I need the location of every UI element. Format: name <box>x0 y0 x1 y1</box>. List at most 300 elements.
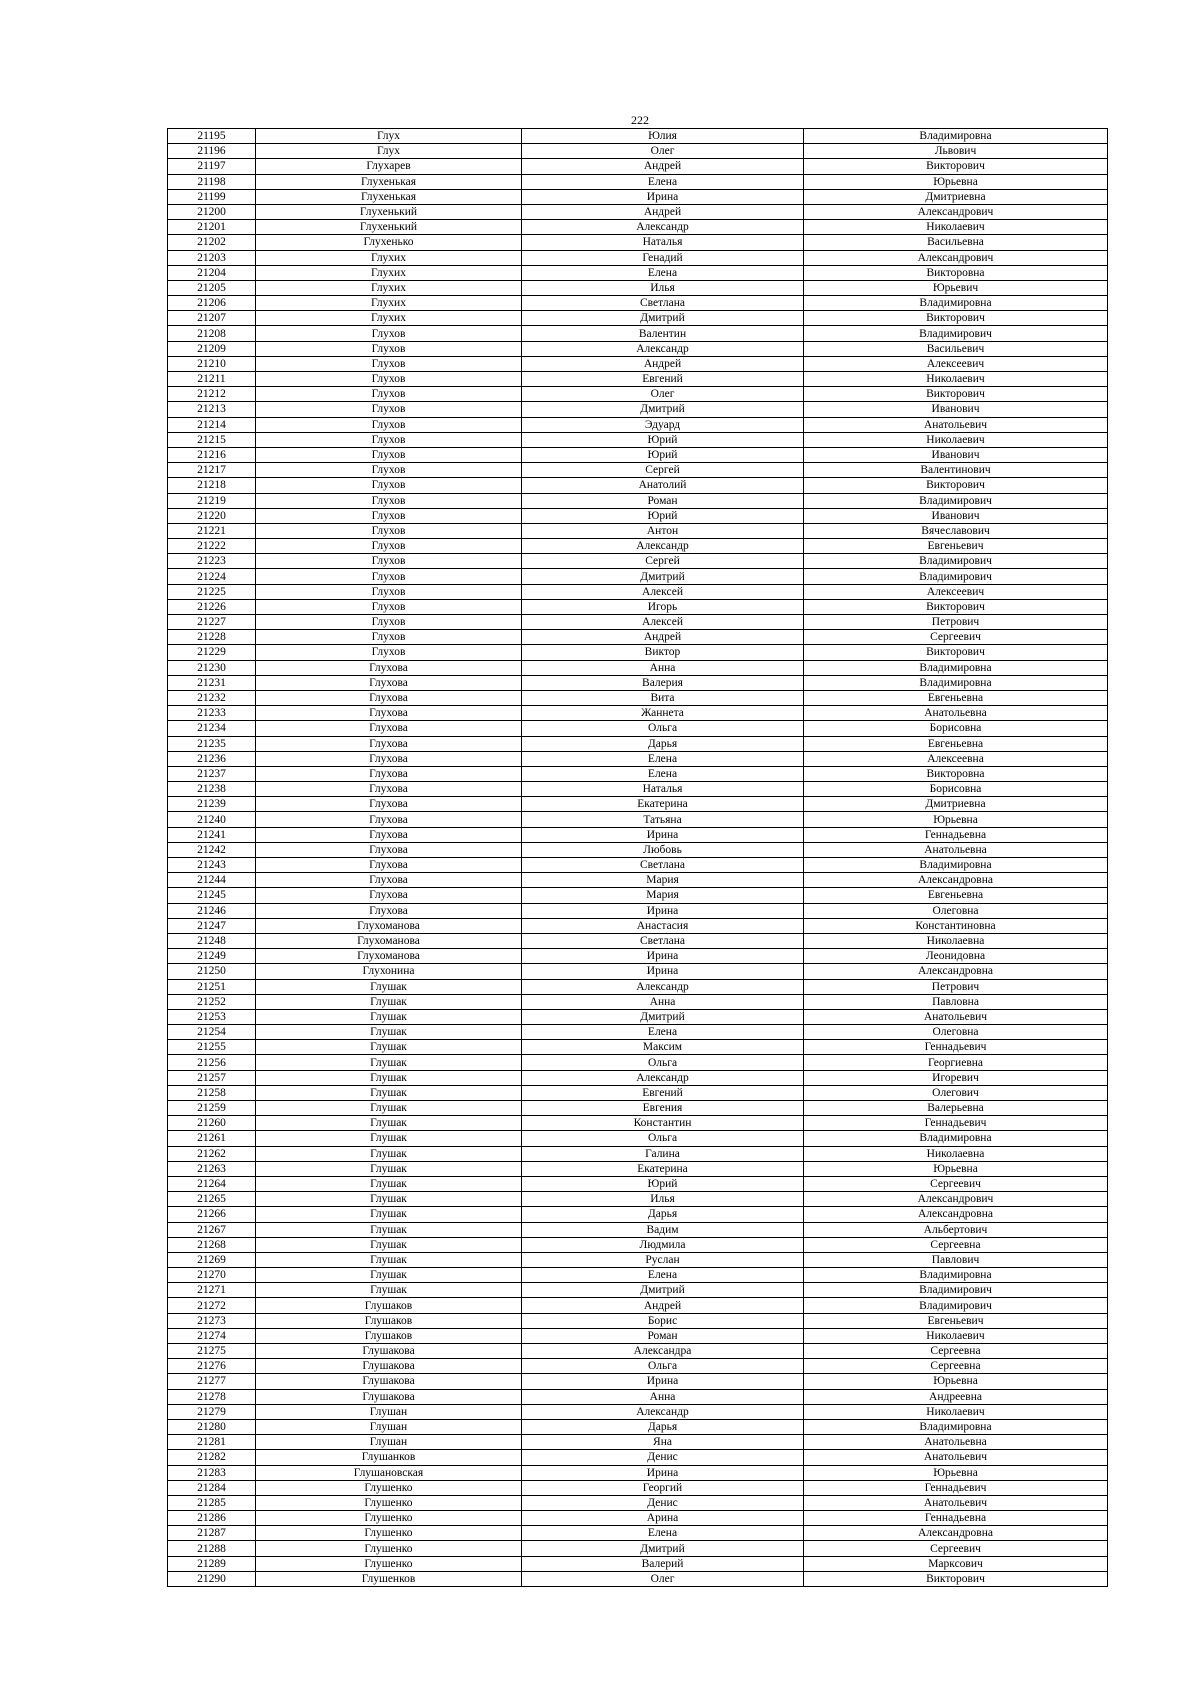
patronymic-cell: Владимирович <box>804 554 1108 569</box>
table-row <box>168 144 1108 159</box>
surname-cell: Глухова <box>256 721 522 736</box>
patronymic-cell: Васильевич <box>804 341 1108 356</box>
surname-cell: Глухов <box>256 387 522 402</box>
first-name-cell: Дмитрий <box>522 569 804 584</box>
table-row <box>168 1222 1108 1237</box>
surname-cell: Глухов <box>256 554 522 569</box>
record-number-cell: 21243 <box>168 858 256 873</box>
patronymic-cell: Андреевна <box>804 1389 1108 1404</box>
record-number-cell: 21287 <box>168 1526 256 1541</box>
first-name-cell: Светлана <box>522 296 804 311</box>
table-row <box>168 554 1108 569</box>
patronymic-cell: Геннадьевич <box>804 1040 1108 1055</box>
patronymic-cell: Сергеевич <box>804 1176 1108 1191</box>
record-number-cell: 21276 <box>168 1359 256 1374</box>
record-number-cell: 21215 <box>168 432 256 447</box>
surname-cell: Глухова <box>256 858 522 873</box>
surname-cell: Глушенков <box>256 1571 522 1586</box>
surname-cell: Глушан <box>256 1435 522 1450</box>
registry-table <box>167 128 1108 1587</box>
patronymic-cell: Евгеньевна <box>804 736 1108 751</box>
table-row <box>168 1541 1108 1556</box>
table-row <box>168 1374 1108 1389</box>
record-number-cell: 21263 <box>168 1161 256 1176</box>
patronymic-cell: Сергеевна <box>804 1359 1108 1374</box>
table-row <box>168 888 1108 903</box>
patronymic-cell: Анатольевич <box>804 417 1108 432</box>
first-name-cell: Валентин <box>522 326 804 341</box>
first-name-cell: Евгений <box>522 372 804 387</box>
table-row <box>168 508 1108 523</box>
surname-cell: Глухоманова <box>256 918 522 933</box>
surname-cell: Глушак <box>256 1237 522 1252</box>
table-row <box>168 1146 1108 1161</box>
surname-cell: Глушаков <box>256 1298 522 1313</box>
first-name-cell: Роман <box>522 1328 804 1343</box>
patronymic-cell: Сергеевна <box>804 1344 1108 1359</box>
first-name-cell: Илья <box>522 1192 804 1207</box>
record-number-cell: 21290 <box>168 1571 256 1586</box>
surname-cell: Глухов <box>256 630 522 645</box>
record-number-cell: 21253 <box>168 1009 256 1024</box>
table-row <box>168 615 1108 630</box>
record-number-cell: 21245 <box>168 888 256 903</box>
table-row <box>168 1359 1108 1374</box>
record-number-cell: 21268 <box>168 1237 256 1252</box>
table-row <box>168 751 1108 766</box>
table-row <box>168 1252 1108 1267</box>
patronymic-cell: Сергеевич <box>804 630 1108 645</box>
first-name-cell: Елена <box>522 174 804 189</box>
patronymic-cell: Павлович <box>804 1252 1108 1267</box>
table-row <box>168 341 1108 356</box>
table-row <box>168 964 1108 979</box>
patronymic-cell: Вячеславович <box>804 523 1108 538</box>
patronymic-cell: Владимирович <box>804 1283 1108 1298</box>
record-number-cell: 21235 <box>168 736 256 751</box>
record-number-cell: 21202 <box>168 235 256 250</box>
table-row <box>168 842 1108 857</box>
table-row <box>168 220 1108 235</box>
first-name-cell: Мария <box>522 873 804 888</box>
surname-cell: Глушак <box>256 1101 522 1116</box>
patronymic-cell: Владимировна <box>804 129 1108 144</box>
table-row <box>168 1116 1108 1131</box>
record-number-cell: 21280 <box>168 1419 256 1434</box>
record-number-cell: 21283 <box>168 1465 256 1480</box>
first-name-cell: Александра <box>522 1344 804 1359</box>
first-name-cell: Наталья <box>522 235 804 250</box>
first-name-cell: Анастасия <box>522 918 804 933</box>
surname-cell: Глушак <box>256 1040 522 1055</box>
surname-cell: Глушенко <box>256 1541 522 1556</box>
surname-cell: Глухоманова <box>256 933 522 948</box>
surname-cell: Глушак <box>256 1070 522 1085</box>
first-name-cell: Антон <box>522 523 804 538</box>
surname-cell: Глушак <box>256 1085 522 1100</box>
table-row <box>168 918 1108 933</box>
patronymic-cell: Алексеевич <box>804 584 1108 599</box>
first-name-cell: Мария <box>522 888 804 903</box>
record-number-cell: 21241 <box>168 827 256 842</box>
record-number-cell: 21237 <box>168 766 256 781</box>
table-row <box>168 1131 1108 1146</box>
record-number-cell: 21225 <box>168 584 256 599</box>
surname-cell: Глухов <box>256 569 522 584</box>
table-row <box>168 1009 1108 1024</box>
first-name-cell: Александр <box>522 220 804 235</box>
patronymic-cell: Марксович <box>804 1556 1108 1571</box>
first-name-cell: Олег <box>522 387 804 402</box>
first-name-cell: Екатерина <box>522 1161 804 1176</box>
patronymic-cell: Владимирович <box>804 493 1108 508</box>
patronymic-cell: Викторович <box>804 599 1108 614</box>
record-number-cell: 21204 <box>168 265 256 280</box>
surname-cell: Глушакова <box>256 1389 522 1404</box>
table-row <box>168 1085 1108 1100</box>
table-row <box>168 387 1108 402</box>
patronymic-cell: Сергеевна <box>804 1237 1108 1252</box>
surname-cell: Глухова <box>256 706 522 721</box>
first-name-cell: Анатолий <box>522 478 804 493</box>
first-name-cell: Жаннета <box>522 706 804 721</box>
first-name-cell: Константин <box>522 1116 804 1131</box>
record-number-cell: 21219 <box>168 493 256 508</box>
table-row <box>168 690 1108 705</box>
record-number-cell: 21273 <box>168 1313 256 1328</box>
surname-cell: Глухова <box>256 797 522 812</box>
first-name-cell: Ирина <box>522 903 804 918</box>
surname-cell: Глушак <box>256 1055 522 1070</box>
table-row <box>168 265 1108 280</box>
record-number-cell: 21272 <box>168 1298 256 1313</box>
patronymic-cell: Иванович <box>804 508 1108 523</box>
record-number-cell: 21220 <box>168 508 256 523</box>
surname-cell: Глушак <box>256 1025 522 1040</box>
table-row <box>168 1298 1108 1313</box>
patronymic-cell: Иванович <box>804 402 1108 417</box>
patronymic-cell: Александровна <box>804 873 1108 888</box>
first-name-cell: Валерий <box>522 1556 804 1571</box>
record-number-cell: 21233 <box>168 706 256 721</box>
surname-cell: Глушак <box>256 1161 522 1176</box>
table-row <box>168 1389 1108 1404</box>
record-number-cell: 21252 <box>168 994 256 1009</box>
first-name-cell: Юрий <box>522 432 804 447</box>
surname-cell: Глухова <box>256 782 522 797</box>
patronymic-cell: Сергеевич <box>804 1541 1108 1556</box>
table-row <box>168 1161 1108 1176</box>
first-name-cell: Дмитрий <box>522 311 804 326</box>
first-name-cell: Светлана <box>522 858 804 873</box>
record-number-cell: 21249 <box>168 949 256 964</box>
first-name-cell: Илья <box>522 280 804 295</box>
table-row <box>168 189 1108 204</box>
record-number-cell: 21278 <box>168 1389 256 1404</box>
record-number-cell: 21200 <box>168 204 256 219</box>
table-row <box>168 1025 1108 1040</box>
table-row <box>168 1511 1108 1526</box>
surname-cell: Глушенко <box>256 1556 522 1571</box>
table-row <box>168 706 1108 721</box>
patronymic-cell: Александрович <box>804 1192 1108 1207</box>
patronymic-cell: Петрович <box>804 979 1108 994</box>
first-name-cell: Ирина <box>522 964 804 979</box>
table-row <box>168 1495 1108 1510</box>
patronymic-cell: Евгеньевна <box>804 888 1108 903</box>
patronymic-cell: Альбертович <box>804 1222 1108 1237</box>
first-name-cell: Александр <box>522 1404 804 1419</box>
table-row <box>168 280 1108 295</box>
surname-cell: Глушак <box>256 1207 522 1222</box>
first-name-cell: Дмитрий <box>522 1541 804 1556</box>
record-number-cell: 21277 <box>168 1374 256 1389</box>
first-name-cell: Елена <box>522 766 804 781</box>
first-name-cell: Юрий <box>522 1176 804 1191</box>
patronymic-cell: Александрович <box>804 250 1108 265</box>
first-name-cell: Дарья <box>522 1207 804 1222</box>
table-row <box>168 736 1108 751</box>
first-name-cell: Ирина <box>522 189 804 204</box>
first-name-cell: Александр <box>522 539 804 554</box>
record-number-cell: 21271 <box>168 1283 256 1298</box>
first-name-cell: Ирина <box>522 1374 804 1389</box>
surname-cell: Глухоманова <box>256 949 522 964</box>
patronymic-cell: Викторович <box>804 159 1108 174</box>
surname-cell: Глушак <box>256 1252 522 1267</box>
record-number-cell: 21244 <box>168 873 256 888</box>
table-row <box>168 372 1108 387</box>
table-row <box>168 539 1108 554</box>
surname-cell: Глухих <box>256 311 522 326</box>
record-number-cell: 21199 <box>168 189 256 204</box>
first-name-cell: Андрей <box>522 356 804 371</box>
first-name-cell: Ольга <box>522 721 804 736</box>
first-name-cell: Наталья <box>522 782 804 797</box>
patronymic-cell: Геннадьевна <box>804 1511 1108 1526</box>
surname-cell: Глушановская <box>256 1465 522 1480</box>
first-name-cell: Светлана <box>522 933 804 948</box>
patronymic-cell: Владимировна <box>804 858 1108 873</box>
surname-cell: Глушак <box>256 1176 522 1191</box>
patronymic-cell: Алексеевич <box>804 356 1108 371</box>
record-number-cell: 21275 <box>168 1344 256 1359</box>
patronymic-cell: Валерьевна <box>804 1101 1108 1116</box>
first-name-cell: Елена <box>522 751 804 766</box>
surname-cell: Глухов <box>256 417 522 432</box>
table-row <box>168 1268 1108 1283</box>
surname-cell: Глухова <box>256 873 522 888</box>
surname-cell: Глушаков <box>256 1313 522 1328</box>
first-name-cell: Юлия <box>522 129 804 144</box>
patronymic-cell: Викторовна <box>804 265 1108 280</box>
surname-cell: Глухов <box>256 326 522 341</box>
surname-cell: Глухов <box>256 645 522 660</box>
surname-cell: Глушенко <box>256 1495 522 1510</box>
patronymic-cell: Евгеньевна <box>804 690 1108 705</box>
patronymic-cell: Владимировна <box>804 1131 1108 1146</box>
patronymic-cell: Владимировна <box>804 1419 1108 1434</box>
patronymic-cell: Викторович <box>804 478 1108 493</box>
first-name-cell: Андрей <box>522 159 804 174</box>
table-row <box>168 873 1108 888</box>
record-number-cell: 21279 <box>168 1404 256 1419</box>
record-number-cell: 21274 <box>168 1328 256 1343</box>
patronymic-cell: Анатольевна <box>804 842 1108 857</box>
table-row <box>168 1070 1108 1085</box>
table-row <box>168 204 1108 219</box>
first-name-cell: Евгений <box>522 1085 804 1100</box>
record-number-cell: 21289 <box>168 1556 256 1571</box>
first-name-cell: Дмитрий <box>522 1009 804 1024</box>
first-name-cell: Александр <box>522 1070 804 1085</box>
first-name-cell: Дмитрий <box>522 402 804 417</box>
patronymic-cell: Валентинович <box>804 463 1108 478</box>
table-row <box>168 797 1108 812</box>
patronymic-cell: Петрович <box>804 615 1108 630</box>
patronymic-cell: Владимировна <box>804 296 1108 311</box>
surname-cell: Глухов <box>256 599 522 614</box>
patronymic-cell: Васильевна <box>804 235 1108 250</box>
patronymic-cell: Викторович <box>804 1571 1108 1586</box>
patronymic-cell: Алексеевна <box>804 751 1108 766</box>
table-row <box>168 782 1108 797</box>
record-number-cell: 21251 <box>168 979 256 994</box>
table-row <box>168 129 1108 144</box>
patronymic-cell: Анатольевна <box>804 706 1108 721</box>
patronymic-cell: Юрьевич <box>804 280 1108 295</box>
surname-cell: Глухенький <box>256 220 522 235</box>
surname-cell: Глухова <box>256 660 522 675</box>
patronymic-cell: Александровна <box>804 1207 1108 1222</box>
first-name-cell: Олег <box>522 144 804 159</box>
surname-cell: Глушак <box>256 1283 522 1298</box>
patronymic-cell: Николаевич <box>804 1404 1108 1419</box>
patronymic-cell: Владимирович <box>804 1298 1108 1313</box>
first-name-cell: Юрий <box>522 447 804 462</box>
patronymic-cell: Владимирович <box>804 326 1108 341</box>
table-row <box>168 933 1108 948</box>
surname-cell: Глухарев <box>256 159 522 174</box>
table-row <box>168 523 1108 538</box>
surname-cell: Глушенко <box>256 1526 522 1541</box>
first-name-cell: Алексей <box>522 615 804 630</box>
table-row <box>168 174 1108 189</box>
patronymic-cell: Александровна <box>804 1526 1108 1541</box>
table-row <box>168 675 1108 690</box>
first-name-cell: Ольга <box>522 1055 804 1070</box>
surname-cell: Глух <box>256 144 522 159</box>
first-name-cell: Дмитрий <box>522 1283 804 1298</box>
table-row <box>168 1571 1108 1586</box>
record-number-cell: 21226 <box>168 599 256 614</box>
surname-cell: Глушак <box>256 1222 522 1237</box>
table-row <box>168 858 1108 873</box>
patronymic-cell: Геннадьевич <box>804 1116 1108 1131</box>
first-name-cell: Валерия <box>522 675 804 690</box>
record-number-cell: 21201 <box>168 220 256 235</box>
record-number-cell: 21239 <box>168 797 256 812</box>
patronymic-cell: Дмитриевна <box>804 189 1108 204</box>
surname-cell: Глушак <box>256 1146 522 1161</box>
first-name-cell: Георгий <box>522 1480 804 1495</box>
first-name-cell: Олег <box>522 1571 804 1586</box>
surname-cell: Глухова <box>256 903 522 918</box>
patronymic-cell: Александрович <box>804 204 1108 219</box>
table-row <box>168 721 1108 736</box>
table-row <box>168 250 1108 265</box>
patronymic-cell: Владимировна <box>804 660 1108 675</box>
surname-cell: Глухов <box>256 463 522 478</box>
patronymic-cell: Олеговна <box>804 1025 1108 1040</box>
record-number-cell: 21209 <box>168 341 256 356</box>
first-name-cell: Анна <box>522 660 804 675</box>
record-number-cell: 21281 <box>168 1435 256 1450</box>
table-row <box>168 766 1108 781</box>
patronymic-cell: Владимирович <box>804 569 1108 584</box>
record-number-cell: 21282 <box>168 1450 256 1465</box>
page-number: 222 <box>631 113 649 127</box>
surname-cell: Глухов <box>256 539 522 554</box>
patronymic-cell: Георгиевна <box>804 1055 1108 1070</box>
record-number-cell: 21238 <box>168 782 256 797</box>
table-row <box>168 159 1108 174</box>
record-number-cell: 21256 <box>168 1055 256 1070</box>
surname-cell: Глухова <box>256 675 522 690</box>
surname-cell: Глушаков <box>256 1328 522 1343</box>
table-row <box>168 1176 1108 1191</box>
first-name-cell: Ольга <box>522 1131 804 1146</box>
surname-cell: Глухов <box>256 615 522 630</box>
table-row <box>168 903 1108 918</box>
surname-cell: Глухова <box>256 827 522 842</box>
patronymic-cell: Николаевна <box>804 1146 1108 1161</box>
patronymic-cell: Викторовна <box>804 766 1108 781</box>
patronymic-cell: Анатольевич <box>804 1495 1108 1510</box>
surname-cell: Глухов <box>256 356 522 371</box>
table-row <box>168 1207 1108 1222</box>
patronymic-cell: Николаевич <box>804 220 1108 235</box>
patronymic-cell: Олегович <box>804 1085 1108 1100</box>
table-row <box>168 630 1108 645</box>
first-name-cell: Анна <box>522 1389 804 1404</box>
record-number-cell: 21198 <box>168 174 256 189</box>
first-name-cell: Роман <box>522 493 804 508</box>
surname-cell: Глухов <box>256 584 522 599</box>
first-name-cell: Андрей <box>522 630 804 645</box>
record-number-cell: 21207 <box>168 311 256 326</box>
patronymic-cell: Константиновна <box>804 918 1108 933</box>
record-number-cell: 21267 <box>168 1222 256 1237</box>
surname-cell: Глухих <box>256 280 522 295</box>
record-number-cell: 21248 <box>168 933 256 948</box>
record-number-cell: 21196 <box>168 144 256 159</box>
patronymic-cell: Иванович <box>804 447 1108 462</box>
surname-cell: Глухенькая <box>256 189 522 204</box>
record-number-cell: 21270 <box>168 1268 256 1283</box>
surname-cell: Глушак <box>256 1131 522 1146</box>
first-name-cell: Игорь <box>522 599 804 614</box>
table-row <box>168 645 1108 660</box>
first-name-cell: Анна <box>522 994 804 1009</box>
surname-cell: Глухова <box>256 766 522 781</box>
table-row <box>168 1435 1108 1450</box>
record-number-cell: 21224 <box>168 569 256 584</box>
table-row <box>168 1101 1108 1116</box>
surname-cell: Глухова <box>256 736 522 751</box>
first-name-cell: Евгения <box>522 1101 804 1116</box>
record-number-cell: 21217 <box>168 463 256 478</box>
